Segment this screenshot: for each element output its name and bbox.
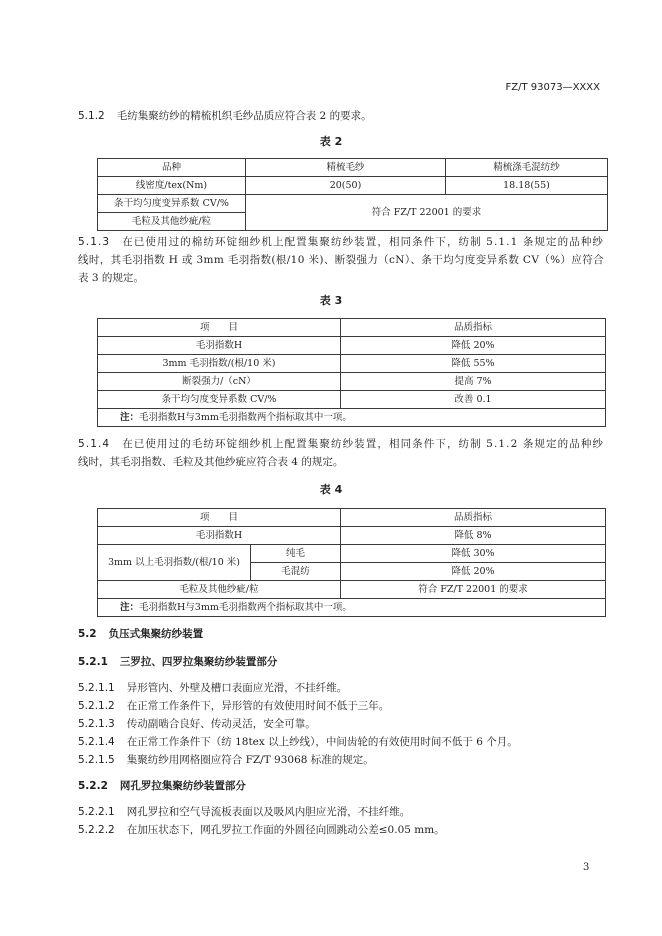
sub-type-cell: 纯毛: [251, 545, 341, 563]
table-row: [98, 195, 608, 213]
table-header-cell: 项 目: [98, 509, 341, 527]
table-2-header-row: [98, 159, 608, 177]
table-cell: 降低 20%: [341, 563, 606, 581]
clause-5-1-2: [78, 107, 372, 125]
table-header-cell: 品种: [98, 159, 246, 177]
clause-text: 在已使用过的毛纺环锭细纱机上配置集聚纺纱装置，相同条件下，纺制 5.1.2 条规定的品种纱: [122, 438, 605, 450]
table-cell: 20(50): [246, 177, 446, 195]
clause-item: [78, 679, 347, 697]
clause-number: 5.1.4: [78, 438, 111, 450]
row-label: 断裂强力/（cN）: [98, 373, 341, 391]
clause-number: 5.2.1.5: [78, 754, 115, 766]
row-label: 毛粒及其他纱疵/粒: [98, 213, 246, 231]
table-cell: 降低 55%: [341, 355, 606, 373]
clause-number: 5.2.2.2: [78, 824, 115, 836]
row-label: 3mm 以上毛羽指数/(根/10 米): [98, 545, 251, 581]
row-label: 毛羽指数H: [98, 337, 341, 355]
section-5-2-heading: [78, 625, 203, 643]
section-title: 三罗拉、四罗拉集聚纺纱装置部分: [119, 656, 278, 668]
section-number: 5.2: [78, 628, 97, 640]
clause-5-1-4-line: [78, 435, 604, 453]
table-cell: 提高 7%: [341, 373, 606, 391]
note-text: 毛羽指数H与3mm毛羽指数两个指标取其中一项。: [139, 602, 352, 613]
table-cell: 降低 30%: [341, 545, 606, 563]
section-number: 5.2.1: [78, 656, 108, 668]
clause-number: 5.2.1.3: [78, 718, 115, 730]
table-row: [98, 581, 606, 599]
section-5-2-1-heading: [78, 653, 277, 671]
table-cell: 改善 0.1: [341, 391, 606, 409]
table-row: [98, 527, 606, 545]
sub-type-cell: 毛混纺: [251, 563, 341, 581]
table-cell: 符合 FZ/T 22001 的要求: [341, 581, 606, 599]
table-3: [97, 318, 606, 427]
table-header-cell: 精梳毛纱: [246, 159, 446, 177]
note-label: 注：: [120, 602, 140, 613]
table-note: [98, 409, 606, 427]
table-2: [97, 158, 608, 231]
clause-5-1-3-line: [78, 233, 604, 251]
clause-5-1-3-line: 线时，其毛羽指数 H 或 3mm 毛羽指数(根/10 米)、断裂强力（cN）、条干均匀度变异系数 CV（%）应符合: [78, 254, 604, 266]
table-4: [97, 508, 606, 617]
page-number: 3: [583, 862, 590, 873]
table-row: [98, 391, 606, 409]
table-note-row: [98, 599, 606, 617]
note-text: 毛羽指数H与3mm毛羽指数两个指标取其中一项。: [139, 412, 352, 423]
clause-number: 5.2.1.1: [78, 682, 115, 694]
row-label: 毛粒及其他纱疵/粒: [98, 581, 341, 599]
table-4-caption: 表 4: [319, 483, 343, 496]
clause-number: 5.1.2: [78, 110, 105, 122]
table-row: [98, 337, 606, 355]
table-3-header-row: [98, 319, 606, 337]
table-cell: 降低 20%: [341, 337, 606, 355]
row-label: 线密度/tex(Nm): [98, 177, 246, 195]
row-label: 条干均匀度变异系数 CV/%: [98, 391, 341, 409]
clause-text: 传动副啮合良好、传动灵活，安全可靠。: [126, 718, 316, 730]
row-label: 毛羽指数H: [98, 527, 341, 545]
row-label: 3mm 毛羽指数/(根/10 米): [98, 355, 341, 373]
table-row: [98, 373, 606, 391]
clause-text: 在加压状态下，网孔罗拉工作面的外圆径向圆跳动公差≤0.05 mm。: [126, 824, 445, 836]
table-header-cell: 项 目: [98, 319, 341, 337]
table-row: [98, 355, 606, 373]
clause-text: 异形管内、外壁及槽口表面应光滑，不挂纤维。: [126, 682, 348, 694]
table-cell: 降低 8%: [341, 527, 606, 545]
clause-item: [78, 751, 374, 769]
section-title: 网孔罗拉集聚纺纱装置部分: [119, 780, 246, 792]
merged-requirement-cell: 符合 FZ/T 22001 的要求: [246, 195, 608, 231]
clause-5-1-4-line: 线时，其毛羽指数、毛粒及其他纱疵应符合表 4 的规定。: [78, 456, 344, 468]
table-3-caption: 表 3: [319, 294, 343, 307]
clause-text: 集聚纺纱用网格圈应符合 FZ/T 93068 标准的规定。: [126, 754, 374, 766]
note-label: 注：: [120, 412, 140, 423]
clause-text: 在正常工作条件下，异形管的有效使用时间不低于三年。: [126, 700, 390, 712]
clause-text: 毛纺集聚纺纱的精梳机织毛纱品质应符合表 2 的要求。: [116, 110, 372, 122]
clause-number: 5.2.1.2: [78, 700, 115, 712]
clause-text: 在已使用过的棉纺环锭细纱机上配置集聚纺纱装置，相同条件下，纺制 5.1.1 条规定的品种纱: [122, 236, 605, 248]
clause-item: [78, 733, 518, 751]
clause-item: [78, 715, 316, 733]
table-row: [98, 177, 608, 195]
clause-text: 在正常工作条件下（纺 18tex 以上纱线），中间齿轮的有效使用时间不低于 6 个月。: [126, 736, 518, 748]
clause-number: 5.2.1.4: [78, 736, 115, 748]
table-4-header-row: [98, 509, 606, 527]
clause-number: 5.1.3: [78, 236, 111, 248]
section-5-2-2-heading: [78, 777, 246, 795]
section-number: 5.2.2: [78, 780, 108, 792]
table-cell: 18.18(55): [446, 177, 608, 195]
clause-item: [78, 821, 445, 839]
document-code-header: FZ/T 93073—XXXX: [505, 82, 600, 93]
clause-5-1-3-line: 表 3 的规定。: [78, 272, 144, 284]
table-note: [98, 599, 606, 617]
table-2-caption: 表 2: [319, 135, 343, 148]
table-header-cell: 品质指标: [341, 509, 606, 527]
row-label: 条干均匀度变异系数 CV/%: [98, 195, 246, 213]
clause-item: [78, 803, 410, 821]
section-title: 负压式集聚纺纱装置: [108, 628, 204, 640]
table-header-cell: 品质指标: [341, 319, 606, 337]
clause-item: [78, 697, 389, 715]
table-note-row: [98, 409, 606, 427]
table-header-cell: 精梳涤毛混纺纱: [446, 159, 608, 177]
clause-number: 5.2.2.1: [78, 806, 115, 818]
table-row: [98, 545, 606, 563]
clause-text: 网孔罗拉和空气导流板表面以及吸风内胆应光滑，不挂纤维。: [126, 806, 411, 818]
